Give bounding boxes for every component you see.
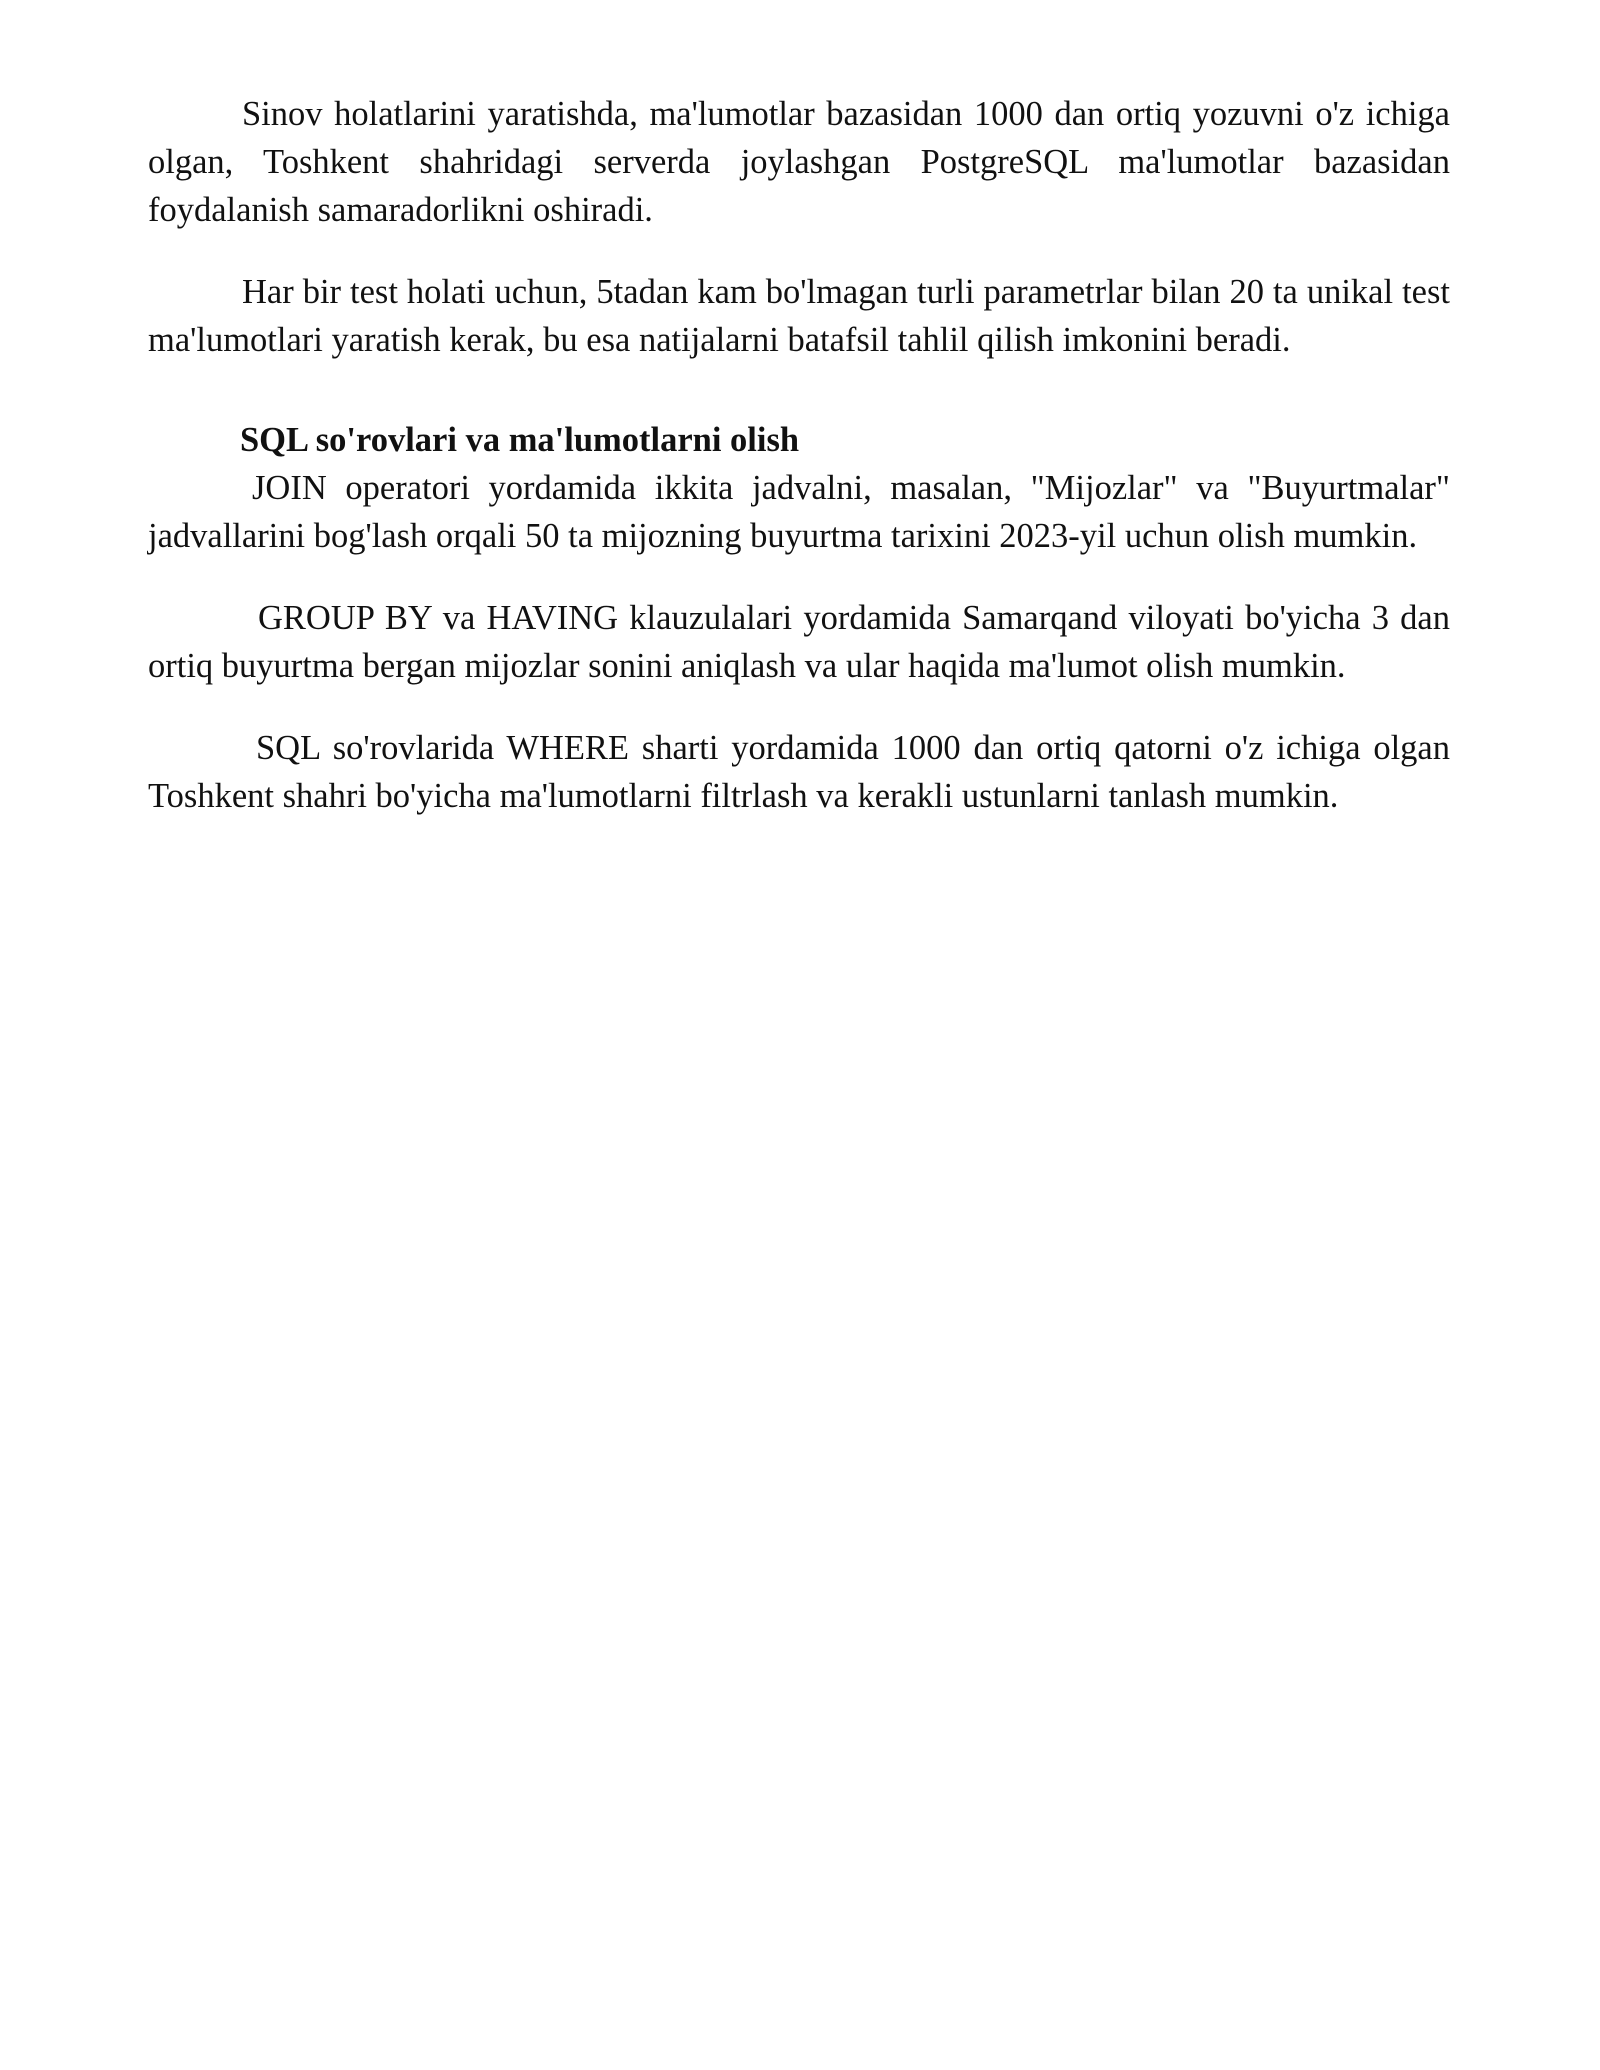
- paragraph-join: JOIN operatori yordamida ikkita jadvalni, masalan, "Mijozlar" va "Buyurtmalar" jadvallarini bog'lash orqali 50 ta mijozning buyurtma tarixini 2023-yil uchun olish mumkin.: [148, 469, 1450, 555]
- document-body: [148, 90, 1450, 820]
- paragraph-test-database: Sinov holatlarini yaratishda, ma'lumotlar bazasidan 1000 dan ortiq yozuvni o'z ichiga olgan, Toshkent shahridagi serverda joylashgan PostgreSQL ma'lumotlar bazasidan foydalanish samaradorlikni oshiradi.: [148, 95, 1450, 229]
- section-heading: SQL so'rovlari va ma'lumotlarni olish: [240, 421, 800, 459]
- paragraph-group-by: GROUP BY va HAVING klauzulalari yordamida Samarqand viloyati bo'yicha 3 dan ortiq buyurtma bergan mijozlar sonini aniqlash va ular haqida ma'lumot olish mumkin.: [148, 599, 1450, 685]
- paragraph-where: SQL so'rovlarida WHERE sharti yordamida 1000 dan ortiq qatorni o'z ichiga olgan Toshkent shahri bo'yicha ma'lumotlarni filtrlash va kerakli ustunlarni tanlash mumkin.: [148, 729, 1450, 815]
- paragraph-test-data: Har bir test holati uchun, 5tadan kam bo'lmagan turli parametrlar bilan 20 ta unikal test ma'lumotlari yaratish kerak, bu esa natijalarni batafsil tahlil qilish imkonini beradi.: [148, 273, 1450, 359]
